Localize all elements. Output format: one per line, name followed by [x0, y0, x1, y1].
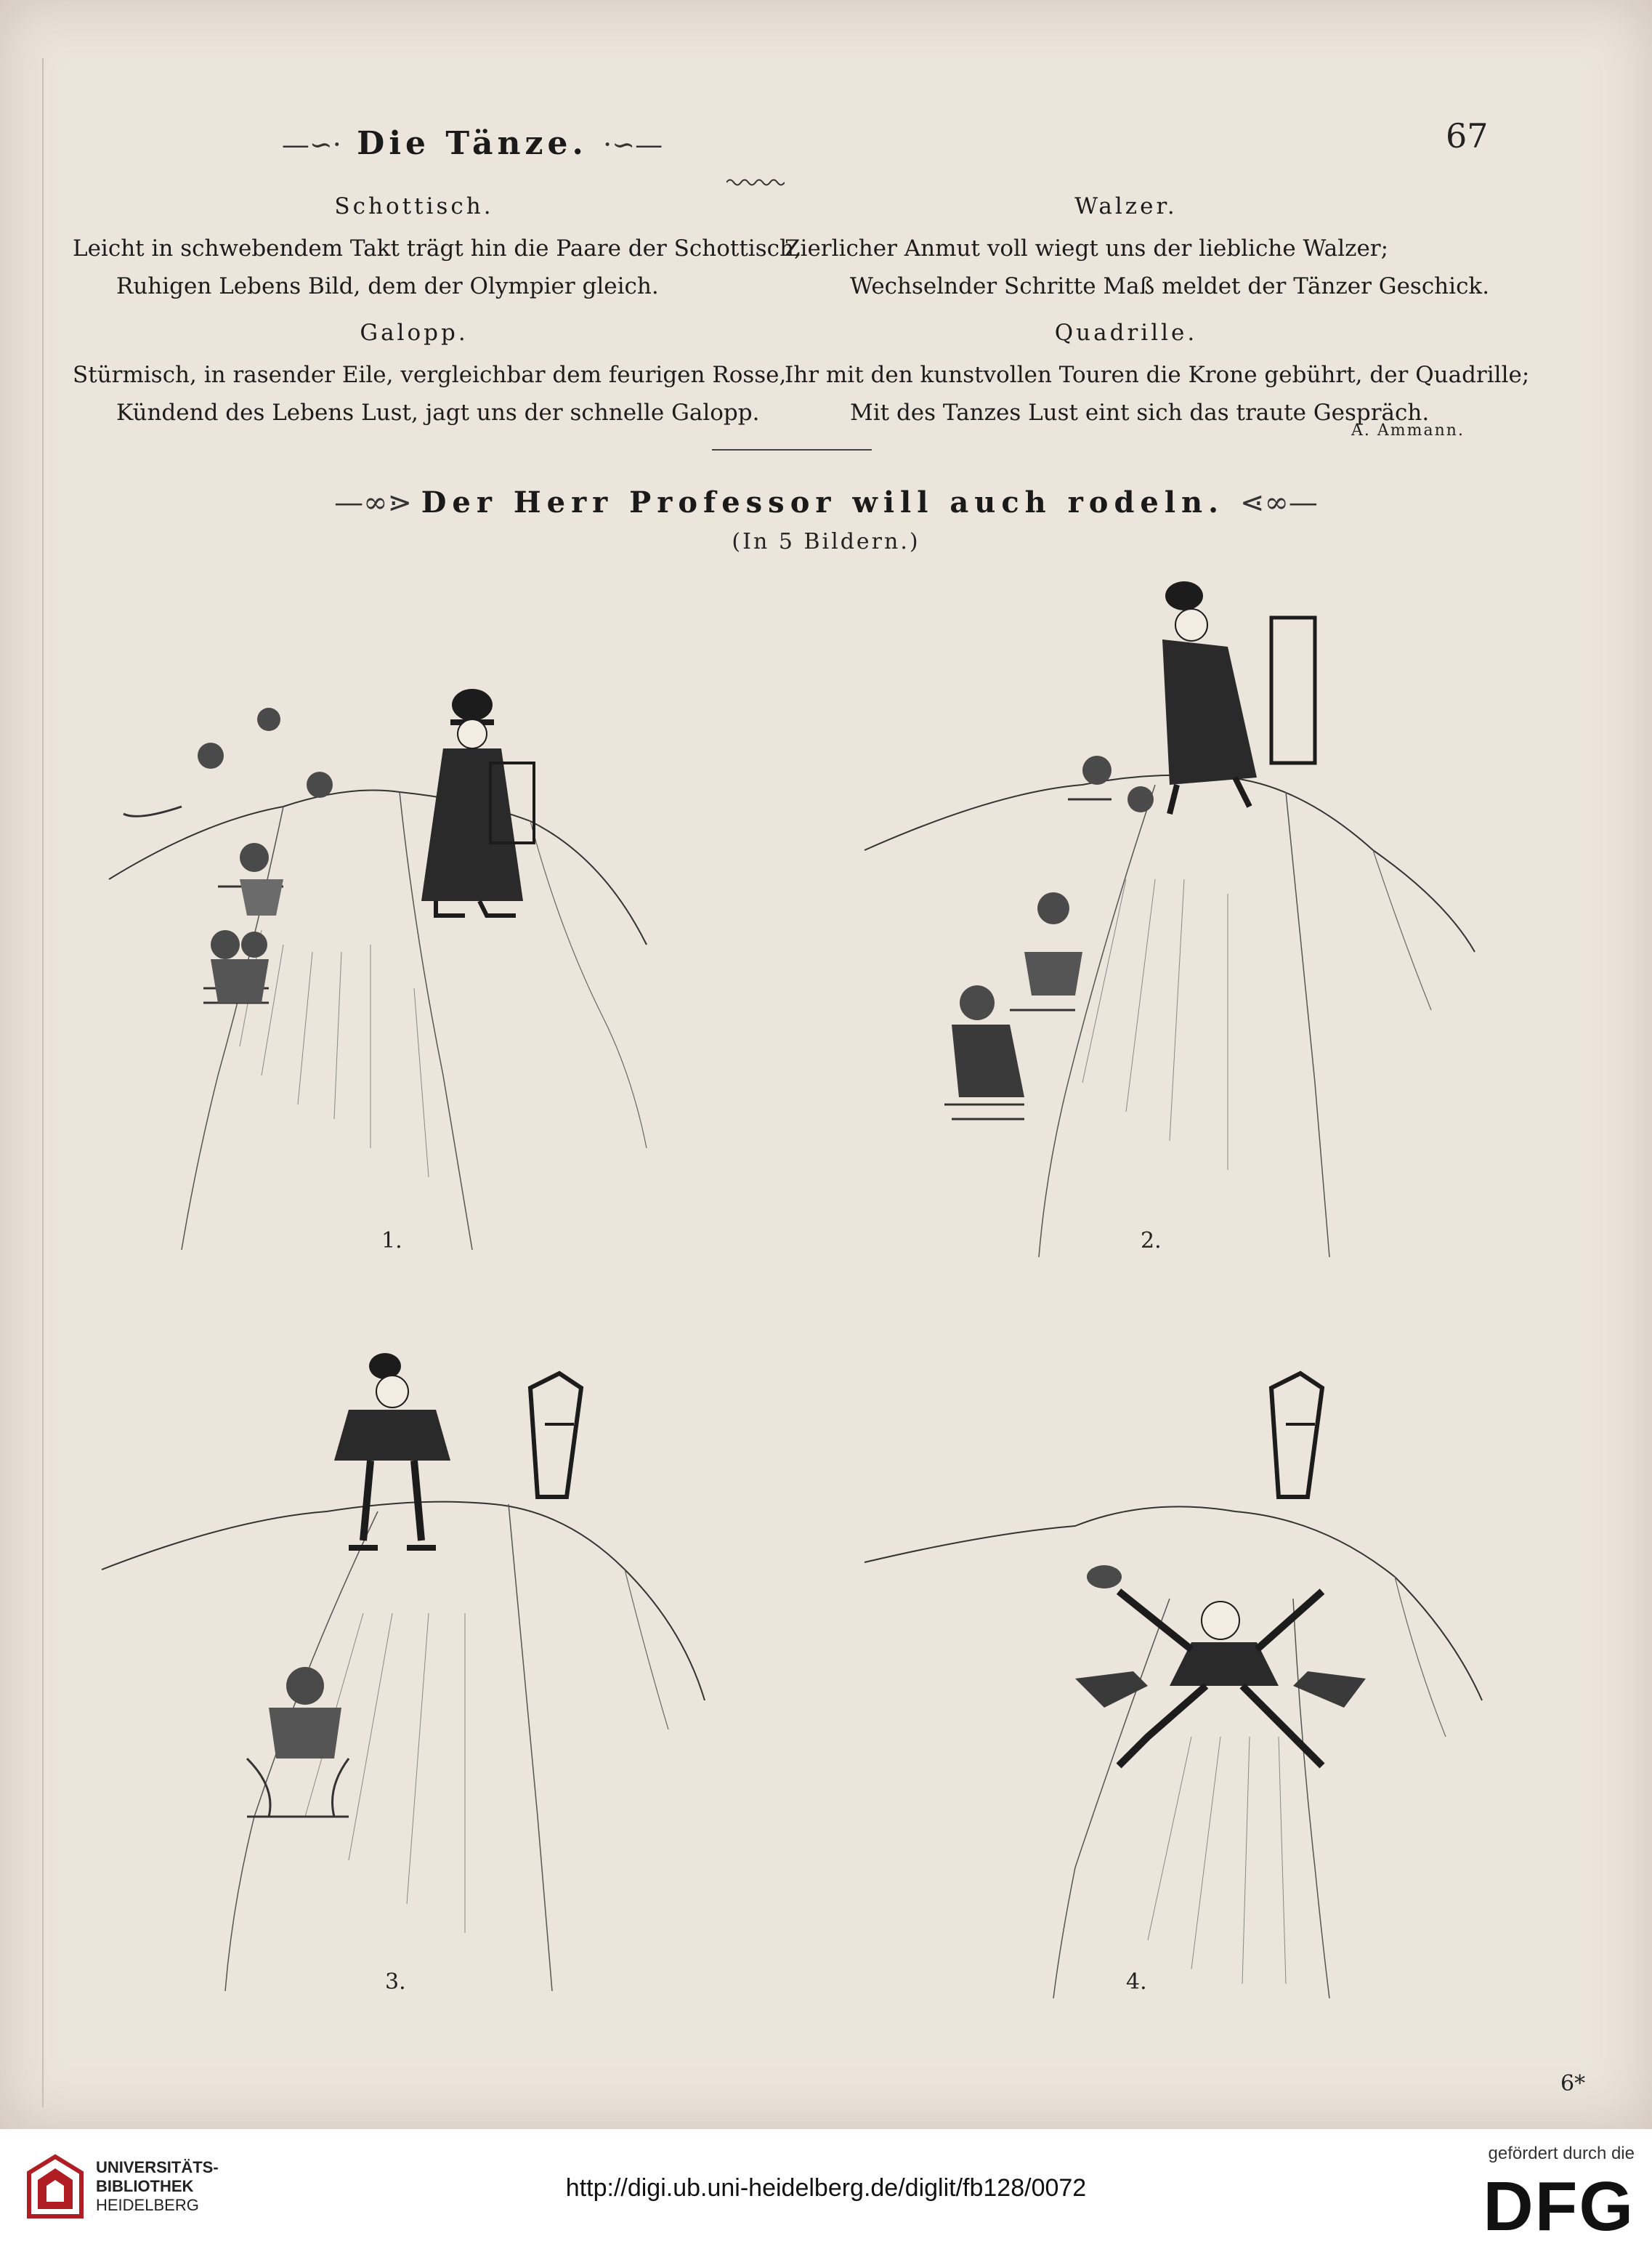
poem-column-right — [785, 187, 1530, 432]
cartoon-title-text: Der Herr Professor will auch rodeln. — [421, 485, 1225, 520]
poem-line: Wechselnder Schritte Maß meldet der Tänzer Geschick. — [850, 273, 1490, 299]
cartoon-title — [0, 485, 1652, 520]
panel-label-3: 3. — [385, 1969, 406, 1995]
library-line: BIBLIOTHEK — [96, 2177, 194, 2195]
poem-line: Ruhigen Lebens Bild, dem der Olympier gleich. — [116, 273, 659, 299]
section-title-text: Die Tänze. — [357, 125, 588, 162]
poem-heading-quadrille: Quadrille. — [1054, 320, 1198, 346]
right-ornament: ·∽— — [603, 129, 663, 161]
poem-line: Mit des Tanzes Lust eint sich das traute Gespräch. — [850, 400, 1430, 426]
section-title — [0, 125, 944, 162]
digitization-footer — [0, 2129, 1652, 2249]
poem-line: Leicht in schwebendem Takt trägt hin die Paare der Schottisch, — [73, 235, 801, 262]
library-line: HEIDELBERG — [96, 2196, 199, 2214]
poem-line: Zierlicher Anmut voll wiegt uns der liebliche Walzer; — [785, 235, 1389, 262]
sledding-illustration-2 — [850, 574, 1489, 1264]
panel-label-4: 4. — [1126, 1969, 1147, 1995]
poem-heading-galopp: Galopp. — [360, 320, 469, 346]
left-ornament: —∽· — [281, 129, 341, 161]
panel-label-1: 1. — [381, 1228, 402, 1253]
cartoon-subtitle: (In 5 Bildern.) — [732, 529, 920, 554]
cartoon-panel-4 — [843, 1359, 1497, 2006]
poem-line: Ihr mit den kunstvollen Touren die Krone gebührt, der Quadrille; — [785, 362, 1530, 388]
dfg-logo: DFG — [1483, 2168, 1635, 2245]
cartoon-panel-3 — [87, 1352, 712, 2006]
poem-author: A. Ammann. — [1351, 421, 1465, 440]
poem-line: Kündend des Lebens Lust, jagt uns der schnelle Galopp. — [116, 400, 760, 426]
library-line: UNIVERSITÄTS- — [96, 2158, 219, 2176]
cartoon-panel-1 — [94, 639, 676, 1264]
poem-heading-walzer: Walzer. — [1074, 193, 1178, 219]
squiggle-ornament — [726, 177, 785, 187]
poem-heading-schottisch: Schottisch. — [334, 193, 494, 219]
divider-rule — [712, 449, 872, 451]
permalink-url[interactable]: http://digi.ub.uni-heidelberg.de/diglit/fb128/0072 — [565, 2174, 1087, 2202]
right-ornament: ⋖∞— — [1240, 486, 1318, 520]
sledding-illustration-3 — [87, 1352, 712, 2006]
panel-label-2: 2. — [1141, 1228, 1162, 1253]
folio-mark: 6* — [1560, 2071, 1586, 2096]
left-ornament: —∞⋗ — [334, 486, 421, 520]
cartoon-panel-2 — [850, 574, 1489, 1264]
sponsor-text: gefördert durch die — [1488, 2144, 1635, 2163]
poem-column-left — [73, 187, 801, 432]
page-number: 67 — [1446, 116, 1489, 156]
sledding-illustration-4 — [843, 1359, 1497, 2006]
poem-line: Stürmisch, in rasender Eile, vergleichbar dem feurigen Rosse, — [73, 362, 787, 388]
sledding-illustration-1 — [94, 639, 676, 1264]
